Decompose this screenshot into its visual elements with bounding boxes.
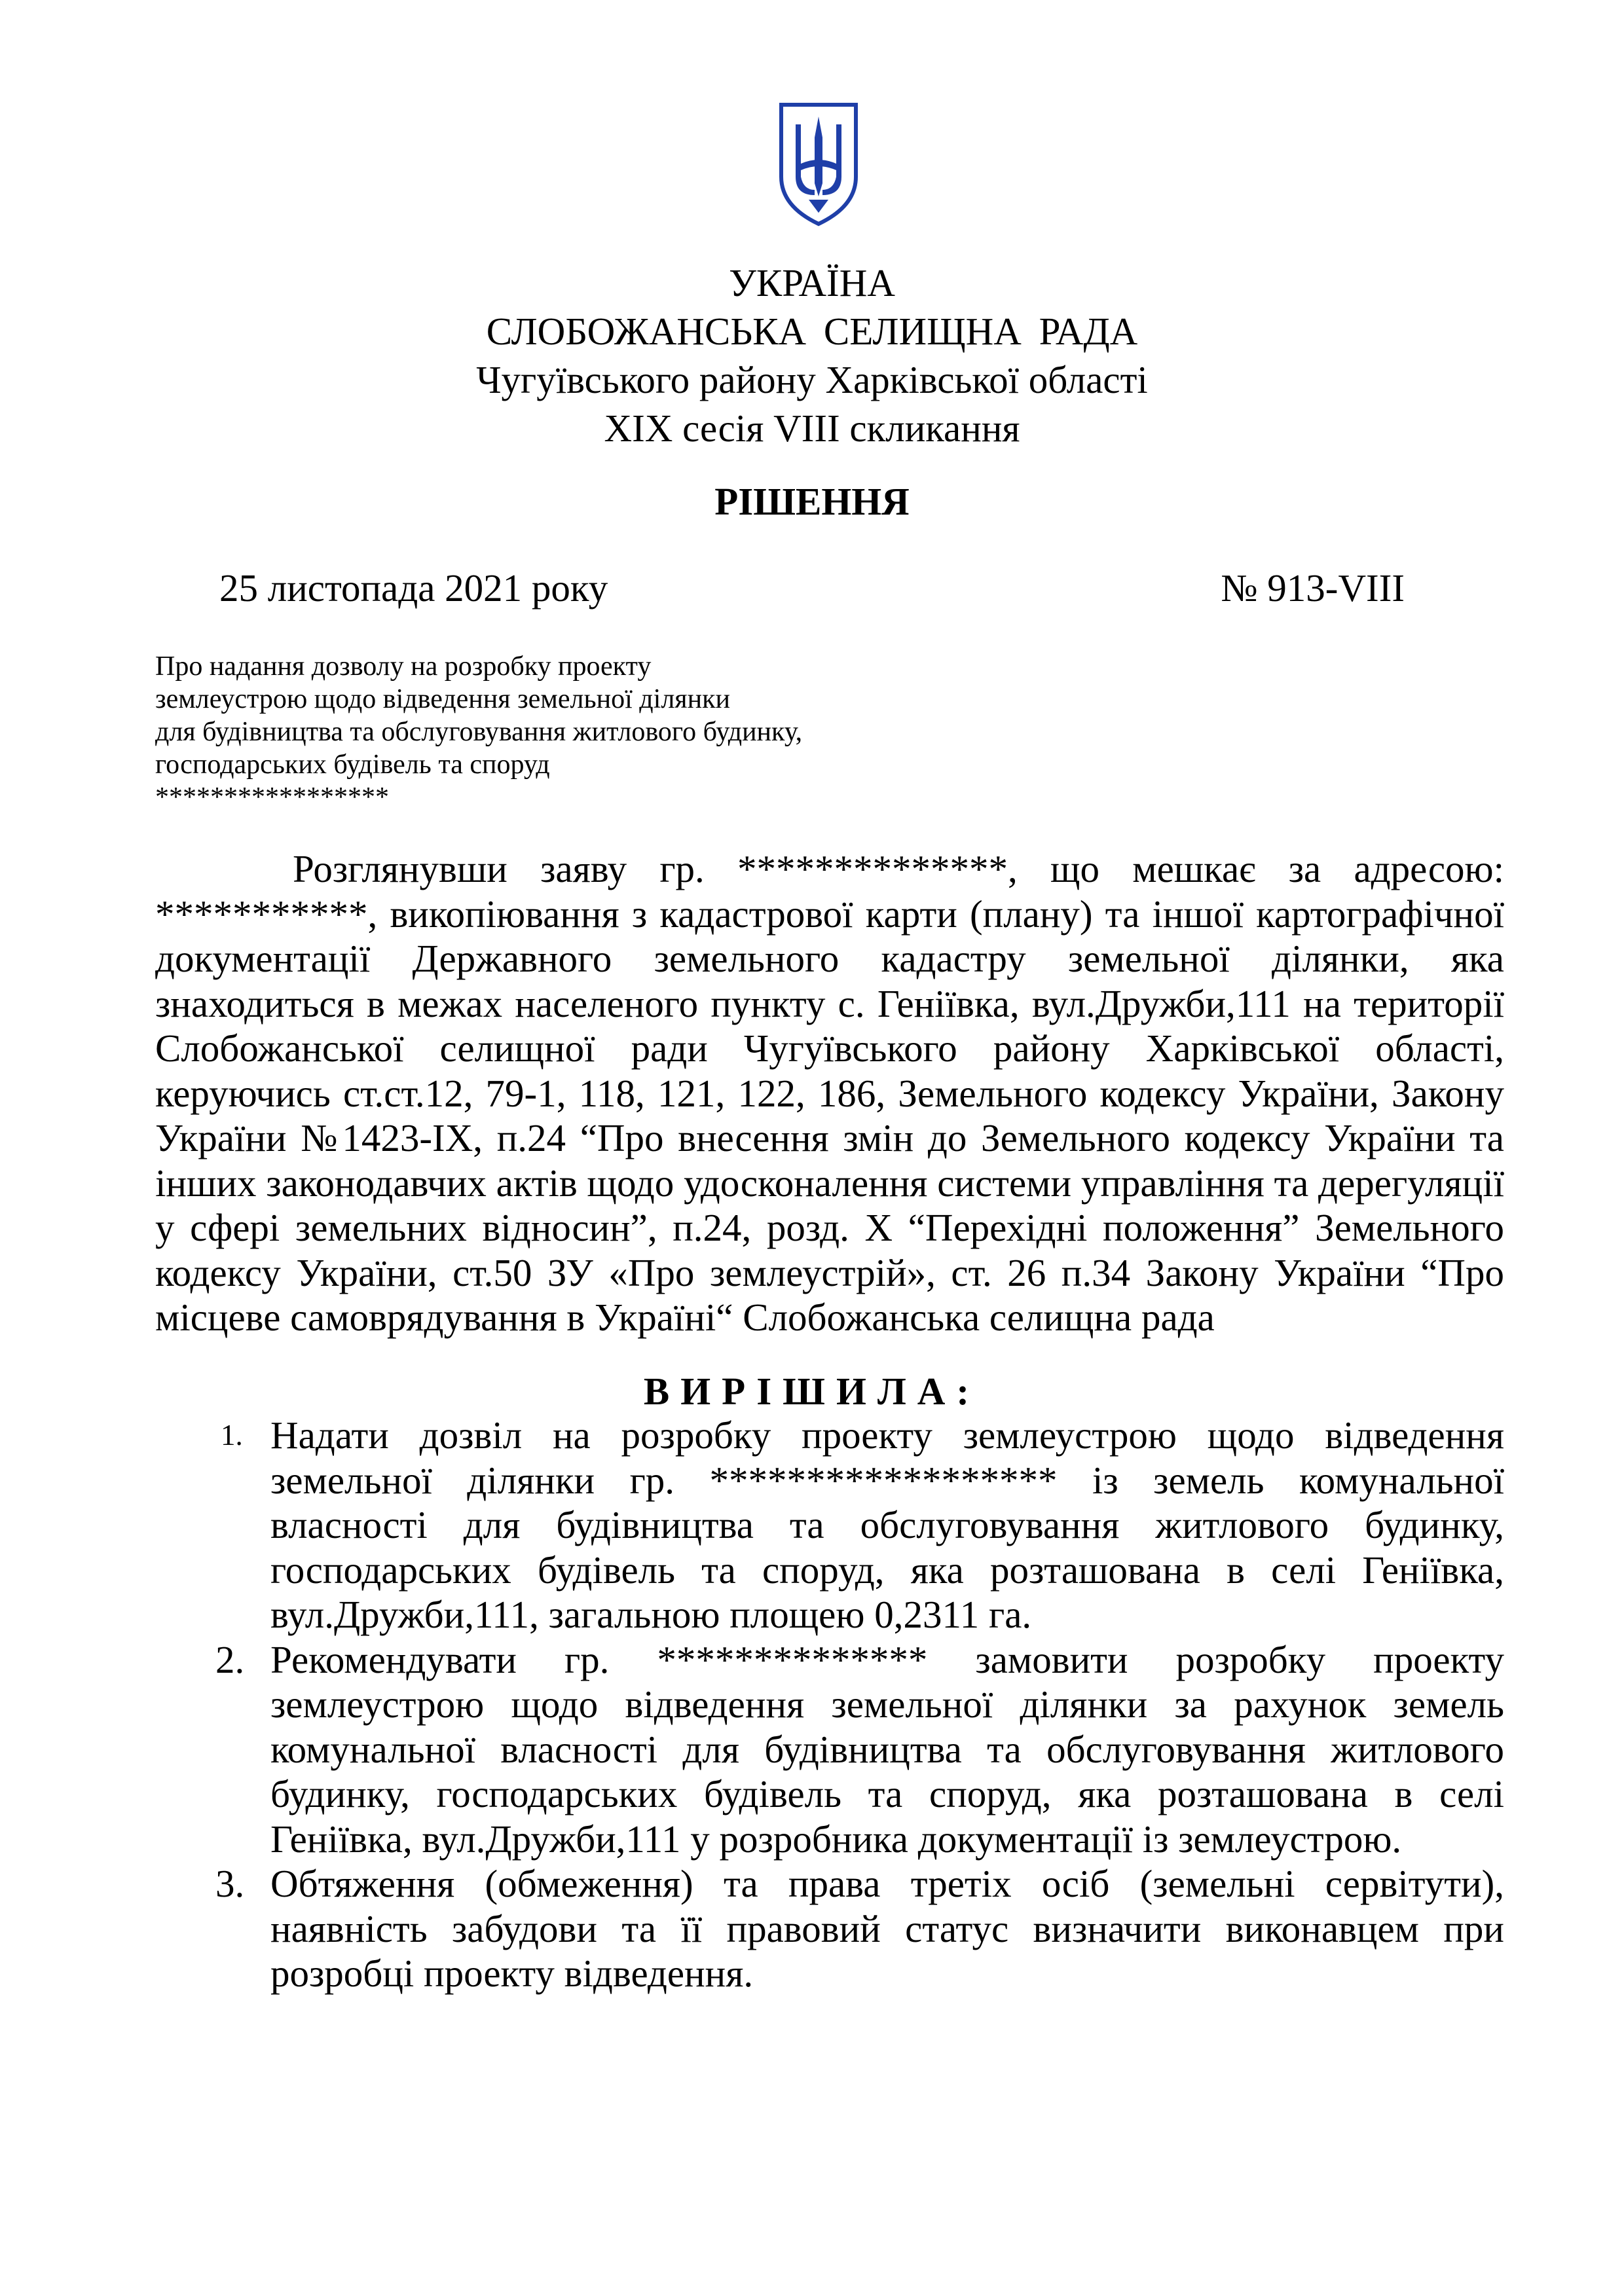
decision-subject [155, 650, 941, 814]
document-title: РІШЕННЯ [714, 480, 910, 523]
decision-text: Обтяження (обмеження) та права третіх осіб (земельні сервітути), наявність забудови та її правовий статус визначити виконавцем при розробці проекту відведення. [270, 1862, 1504, 1995]
subject-line: господарських будівель та споруд [155, 750, 550, 780]
decision-list [155, 1413, 1504, 1996]
header-country: УКРАЇНА [729, 261, 895, 304]
header-session: XIX сесія VIII скликання [604, 407, 1020, 450]
trident-coat-of-arms-icon [776, 98, 861, 229]
header-council: СЛОБОЖАНСЬКА СЕЛИЩНА РАДА [486, 310, 1138, 353]
decision-date: 25 листопада 2021 року [219, 566, 608, 610]
decision-number-label: 2. [215, 1637, 245, 1681]
decision-item [155, 1413, 1504, 1637]
decision-number: № 913-VIII [1221, 566, 1405, 610]
decided-heading: ВИРІШИЛА: [643, 1370, 981, 1413]
decision-item [155, 1861, 1504, 1996]
subject-line: землеустрою щодо відведення земельної ділянки [155, 684, 730, 714]
preamble [155, 847, 1504, 1340]
subject-line: для будівництва та обслуговування житлового будинку, [155, 717, 803, 747]
decision-number-label: 1. [221, 1419, 243, 1451]
header-district: Чугуївського району Харківської області [476, 358, 1148, 401]
decision-item [155, 1637, 1504, 1862]
decision-text: Рекомендувати гр. ************** замовити розробку проекту землеустрою щодо відведення земельної ділянки за рахунок земель комунальної власності для будівництва та обслуговування житлового будинку, господарських будівель та споруд, яка розташована в селі Геніївка, вул.Дружби,111 у розробника документації із землеустрою. [270, 1637, 1504, 1861]
decision-text: Надати дозвіл на розробку проекту землеустрою щодо відведення земельної ділянки гр. ****************** із земель комунальної власності для будівництва та обслуговування житлового будинку, господарських будівель та споруд, яка розташована в селі Геніївка, вул.Дружби,111, загальною площею 0,2311 га. [270, 1413, 1504, 1636]
subject-line: Про надання дозволу на розробку проекту [155, 651, 652, 682]
subject-line: ***************** [155, 782, 389, 812]
preamble-text: Розглянувши заяву гр. **************, що мешкає за адресою: ***********, викопіювання з кадастрової карти (плану) та іншої картографічної документації Державного земельного кадастру земельної ділянки, яка знаходиться в межах населеного пункту с. Геніївка, вул.Дружби,111 на території Слобожанської селищної ради Чугуївського району Харківської області, керуючись ст.ст.12, 79-1, 118, 121, 122, 186, Земельного кодексу України, Закону України №1423-IX, п.24 “Про внесення змін до Земельного кодексу України та інших законодавчих актів щодо удосконалення системи управління та дерегуляції у сфері земельних відносин”, п.24, розд. X “Перехідні положення” Земельного кодексу України, ст.50 ЗУ «Про землеустрій», ст. 26 п.34 Закону України “Про місцеве самоврядування в Україні“ Слобожанська селищна рада [155, 847, 1504, 1339]
decision-number-label: 3. [215, 1862, 245, 1905]
